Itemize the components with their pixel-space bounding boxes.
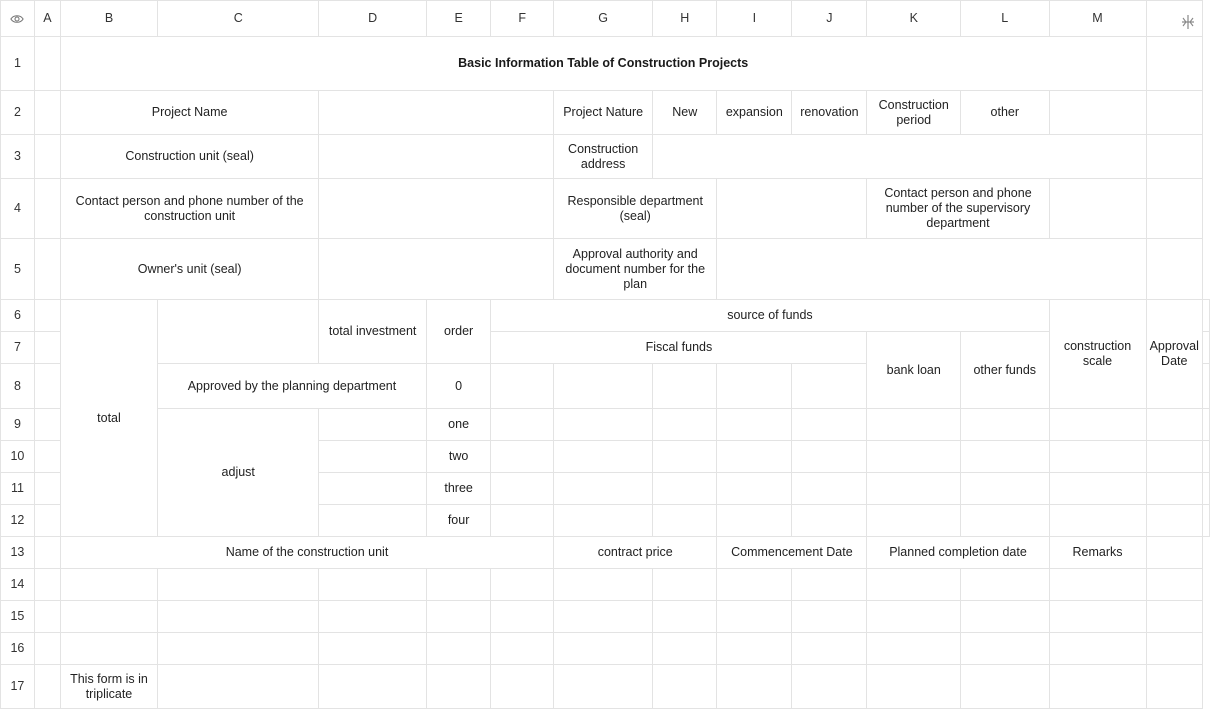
commencement-date-label[interactable]: Commencement Date bbox=[717, 537, 867, 569]
table-cell[interactable] bbox=[653, 601, 717, 633]
order-one[interactable]: one bbox=[426, 409, 491, 441]
table-cell[interactable] bbox=[319, 569, 426, 601]
fund-cell[interactable] bbox=[867, 409, 961, 441]
cell-extra[interactable] bbox=[1146, 135, 1202, 179]
column-header-m[interactable]: M bbox=[1049, 1, 1146, 37]
fund-cell[interactable] bbox=[867, 505, 961, 537]
cell-extra[interactable] bbox=[1203, 441, 1210, 473]
row-header-1[interactable]: 1 bbox=[1, 37, 35, 91]
row-header-13[interactable]: 13 bbox=[1, 537, 35, 569]
fiscal-funds-label[interactable]: Fiscal funds bbox=[491, 332, 867, 364]
cell-a2[interactable] bbox=[34, 91, 60, 135]
adjust-label[interactable]: adjust bbox=[158, 409, 319, 537]
total-label[interactable]: total bbox=[60, 300, 157, 537]
row-header-16[interactable]: 16 bbox=[1, 633, 35, 665]
order-three[interactable]: three bbox=[426, 473, 491, 505]
table-cell[interactable] bbox=[319, 601, 426, 633]
fund-cell[interactable] bbox=[792, 364, 867, 409]
scale-cell[interactable] bbox=[1049, 505, 1146, 537]
column-header-d[interactable]: D bbox=[319, 1, 426, 37]
row-header-12[interactable]: 12 bbox=[1, 505, 35, 537]
cell-extra[interactable] bbox=[1146, 601, 1202, 633]
table-cell[interactable] bbox=[792, 569, 867, 601]
table-cell[interactable] bbox=[554, 601, 653, 633]
nature-other[interactable]: other bbox=[961, 91, 1050, 135]
cell-extra[interactable] bbox=[1203, 300, 1210, 332]
total-investment-label[interactable]: total investment bbox=[319, 300, 426, 364]
column-header-e[interactable]: E bbox=[426, 1, 491, 37]
fund-cell[interactable] bbox=[554, 505, 653, 537]
column-header-f[interactable]: F bbox=[491, 1, 554, 37]
column-header-j[interactable]: J bbox=[792, 1, 867, 37]
approval-authority-value[interactable] bbox=[717, 239, 1146, 300]
source-of-funds-label[interactable]: source of funds bbox=[491, 300, 1049, 332]
eye-icon[interactable] bbox=[10, 12, 24, 26]
scale-cell[interactable] bbox=[1049, 441, 1146, 473]
investment-cell[interactable] bbox=[319, 441, 426, 473]
contact-supervisory-label[interactable]: Contact person and phone number of the supervisory department bbox=[867, 179, 1049, 239]
freeze-columns-icon[interactable] bbox=[1180, 14, 1196, 30]
cell-extra[interactable] bbox=[1146, 633, 1202, 665]
date-cell[interactable] bbox=[1146, 473, 1202, 505]
owners-unit-label[interactable]: Owner's unit (seal) bbox=[60, 239, 318, 300]
triplicate-note[interactable]: This form is in triplicate bbox=[60, 665, 157, 709]
date-cell[interactable] bbox=[1146, 505, 1202, 537]
row-header-11[interactable]: 11 bbox=[1, 473, 35, 505]
project-name-value[interactable] bbox=[319, 91, 554, 135]
row-header-7[interactable]: 7 bbox=[1, 332, 35, 364]
construction-address-value[interactable] bbox=[653, 135, 1146, 179]
fund-cell[interactable] bbox=[717, 473, 792, 505]
table-cell[interactable] bbox=[867, 633, 961, 665]
cell-extra[interactable] bbox=[1146, 239, 1202, 300]
cell-a6[interactable] bbox=[34, 300, 60, 332]
table-cell[interactable] bbox=[491, 633, 554, 665]
fund-cell[interactable] bbox=[867, 441, 961, 473]
construction-unit-label[interactable]: Construction unit (seal) bbox=[60, 135, 318, 179]
construction-scale-label[interactable]: construction scale bbox=[1049, 300, 1146, 409]
order-label[interactable]: order bbox=[426, 300, 491, 364]
contact-supervisory-value[interactable] bbox=[1049, 179, 1146, 239]
investment-cell[interactable] bbox=[319, 409, 426, 441]
cell-extra[interactable] bbox=[1203, 332, 1210, 364]
table-cell[interactable] bbox=[60, 633, 157, 665]
table-cell[interactable] bbox=[554, 569, 653, 601]
table-cell[interactable] bbox=[491, 569, 554, 601]
fund-cell[interactable] bbox=[961, 409, 1050, 441]
column-header-a[interactable]: A bbox=[34, 1, 60, 37]
table-cell[interactable] bbox=[426, 569, 491, 601]
table-cell[interactable] bbox=[491, 601, 554, 633]
fund-cell[interactable] bbox=[867, 473, 961, 505]
row-header-2[interactable]: 2 bbox=[1, 91, 35, 135]
fund-cell[interactable] bbox=[491, 364, 554, 409]
row-header-15[interactable]: 15 bbox=[1, 601, 35, 633]
table-cell[interactable] bbox=[158, 569, 319, 601]
table-cell[interactable] bbox=[158, 601, 319, 633]
cell-a15[interactable] bbox=[34, 601, 60, 633]
name-construction-unit-label[interactable]: Name of the construction unit bbox=[60, 537, 553, 569]
page-title[interactable]: Basic Information Table of Construction Projects bbox=[60, 37, 1146, 91]
fund-cell[interactable] bbox=[792, 473, 867, 505]
fund-cell[interactable] bbox=[653, 441, 717, 473]
cell-extra[interactable] bbox=[1146, 91, 1202, 135]
column-header-k[interactable]: K bbox=[867, 1, 961, 37]
contact-construction-value[interactable] bbox=[319, 179, 554, 239]
table-cell[interactable] bbox=[60, 601, 157, 633]
scale-cell[interactable] bbox=[1049, 409, 1146, 441]
construction-address-label[interactable]: Construction address bbox=[554, 135, 653, 179]
cell-a7[interactable] bbox=[34, 332, 60, 364]
table-cell[interactable] bbox=[1049, 601, 1146, 633]
cell-extra[interactable] bbox=[1146, 537, 1202, 569]
fund-cell[interactable] bbox=[792, 409, 867, 441]
fund-cell[interactable] bbox=[554, 409, 653, 441]
row-header-8[interactable]: 8 bbox=[1, 364, 35, 409]
cell-extra[interactable] bbox=[1203, 364, 1210, 409]
table-cell[interactable] bbox=[319, 633, 426, 665]
table-cell[interactable] bbox=[961, 569, 1050, 601]
owners-unit-value[interactable] bbox=[319, 239, 554, 300]
column-header-l[interactable]: L bbox=[961, 1, 1050, 37]
column-header-h[interactable]: H bbox=[653, 1, 717, 37]
row-header-4[interactable]: 4 bbox=[1, 179, 35, 239]
cell-extra[interactable] bbox=[1203, 409, 1210, 441]
cell-extra[interactable] bbox=[1146, 37, 1202, 91]
order-0[interactable]: 0 bbox=[426, 364, 491, 409]
construction-period-value[interactable] bbox=[1049, 91, 1146, 135]
fund-cell[interactable] bbox=[792, 505, 867, 537]
column-header-i[interactable]: I bbox=[717, 1, 792, 37]
table-cell[interactable] bbox=[60, 569, 157, 601]
order-four[interactable]: four bbox=[426, 505, 491, 537]
cell-extra[interactable] bbox=[1203, 473, 1210, 505]
scale-cell[interactable] bbox=[1049, 473, 1146, 505]
fund-cell[interactable] bbox=[717, 505, 792, 537]
table-cell[interactable] bbox=[1049, 633, 1146, 665]
construction-period-label[interactable]: Construction period bbox=[867, 91, 961, 135]
investment-cell[interactable] bbox=[319, 505, 426, 537]
responsible-department-value[interactable] bbox=[717, 179, 867, 239]
cell-a11[interactable] bbox=[34, 473, 60, 505]
column-header-b[interactable]: B bbox=[60, 1, 157, 37]
cell-a1[interactable] bbox=[34, 37, 60, 91]
nature-renovation[interactable]: renovation bbox=[792, 91, 867, 135]
project-name-label[interactable]: Project Name bbox=[60, 91, 318, 135]
other-funds-label[interactable]: other funds bbox=[961, 332, 1050, 409]
column-header-g[interactable]: G bbox=[554, 1, 653, 37]
table-cell[interactable] bbox=[717, 633, 792, 665]
fund-cell[interactable] bbox=[554, 364, 653, 409]
nature-expansion[interactable]: expansion bbox=[717, 91, 792, 135]
table-cell[interactable] bbox=[867, 601, 961, 633]
fund-cell[interactable] bbox=[717, 441, 792, 473]
column-header-c[interactable]: C bbox=[158, 1, 319, 37]
date-cell[interactable] bbox=[1146, 409, 1202, 441]
fund-cell[interactable] bbox=[961, 473, 1050, 505]
fund-cell[interactable] bbox=[491, 409, 554, 441]
cell-a12[interactable] bbox=[34, 505, 60, 537]
table-cell[interactable] bbox=[961, 633, 1050, 665]
fund-cell[interactable] bbox=[961, 441, 1050, 473]
fund-cell[interactable] bbox=[554, 473, 653, 505]
fund-cell[interactable] bbox=[717, 364, 792, 409]
approved-planning-label[interactable]: Approved by the planning department bbox=[158, 364, 427, 409]
row-header-9[interactable]: 9 bbox=[1, 409, 35, 441]
table-cell[interactable] bbox=[653, 569, 717, 601]
table-cell[interactable] bbox=[653, 633, 717, 665]
project-nature-label[interactable]: Project Nature bbox=[554, 91, 653, 135]
order-two[interactable]: two bbox=[426, 441, 491, 473]
approval-authority-label[interactable]: Approval authority and document number for the plan bbox=[554, 239, 717, 300]
planned-completion-label[interactable]: Planned completion date bbox=[867, 537, 1049, 569]
table-cell[interactable] bbox=[426, 633, 491, 665]
row-header-14[interactable]: 14 bbox=[1, 569, 35, 601]
table-cell[interactable] bbox=[1049, 569, 1146, 601]
fund-cell[interactable] bbox=[653, 505, 717, 537]
fund-cell[interactable] bbox=[961, 505, 1050, 537]
row-header-6[interactable]: 6 bbox=[1, 300, 35, 332]
row-header-17[interactable]: 17 bbox=[1, 665, 35, 709]
contact-construction-label[interactable]: Contact person and phone number of the construction unit bbox=[60, 179, 318, 239]
cell-extra[interactable] bbox=[1146, 569, 1202, 601]
approval-date-label[interactable]: Approval Date bbox=[1146, 300, 1202, 409]
row-header-3[interactable]: 3 bbox=[1, 135, 35, 179]
fund-cell[interactable] bbox=[653, 364, 717, 409]
table-cell[interactable] bbox=[792, 601, 867, 633]
fund-cell[interactable] bbox=[491, 441, 554, 473]
row-header-5[interactable]: 5 bbox=[1, 239, 35, 300]
fund-cell[interactable] bbox=[792, 441, 867, 473]
table-cell[interactable] bbox=[867, 569, 961, 601]
table-cell[interactable] bbox=[717, 569, 792, 601]
cell-a3[interactable] bbox=[34, 135, 60, 179]
fund-cell[interactable] bbox=[491, 505, 554, 537]
table-cell[interactable] bbox=[554, 633, 653, 665]
fund-cell[interactable] bbox=[554, 441, 653, 473]
cell-a14[interactable] bbox=[34, 569, 60, 601]
cell-a10[interactable] bbox=[34, 441, 60, 473]
fund-cell[interactable] bbox=[653, 409, 717, 441]
table-cell[interactable] bbox=[426, 601, 491, 633]
cell-a4[interactable] bbox=[34, 179, 60, 239]
cell-c6[interactable] bbox=[158, 300, 319, 364]
contract-price-label[interactable]: contract price bbox=[554, 537, 717, 569]
fund-cell[interactable] bbox=[717, 409, 792, 441]
remarks-label[interactable]: Remarks bbox=[1049, 537, 1146, 569]
cell-extra[interactable] bbox=[1203, 505, 1210, 537]
cell-a8[interactable] bbox=[34, 364, 60, 409]
responsible-department-label[interactable]: Responsible department (seal) bbox=[554, 179, 717, 239]
cell-a5[interactable] bbox=[34, 239, 60, 300]
table-cell[interactable] bbox=[717, 601, 792, 633]
cell-a16[interactable] bbox=[34, 633, 60, 665]
fund-cell[interactable] bbox=[653, 473, 717, 505]
nature-new[interactable]: New bbox=[653, 91, 717, 135]
cell-extra[interactable] bbox=[1146, 179, 1202, 239]
cell-a13[interactable] bbox=[34, 537, 60, 569]
bank-loan-label[interactable]: bank loan bbox=[867, 332, 961, 409]
investment-cell[interactable] bbox=[319, 473, 426, 505]
construction-unit-value[interactable] bbox=[319, 135, 554, 179]
table-cell[interactable] bbox=[792, 633, 867, 665]
select-all-corner[interactable] bbox=[1, 1, 35, 37]
row-header-10[interactable]: 10 bbox=[1, 441, 35, 473]
table-cell[interactable] bbox=[961, 601, 1050, 633]
fund-cell[interactable] bbox=[491, 473, 554, 505]
date-cell[interactable] bbox=[1146, 441, 1202, 473]
cell-a9[interactable] bbox=[34, 409, 60, 441]
table-cell[interactable] bbox=[158, 633, 319, 665]
